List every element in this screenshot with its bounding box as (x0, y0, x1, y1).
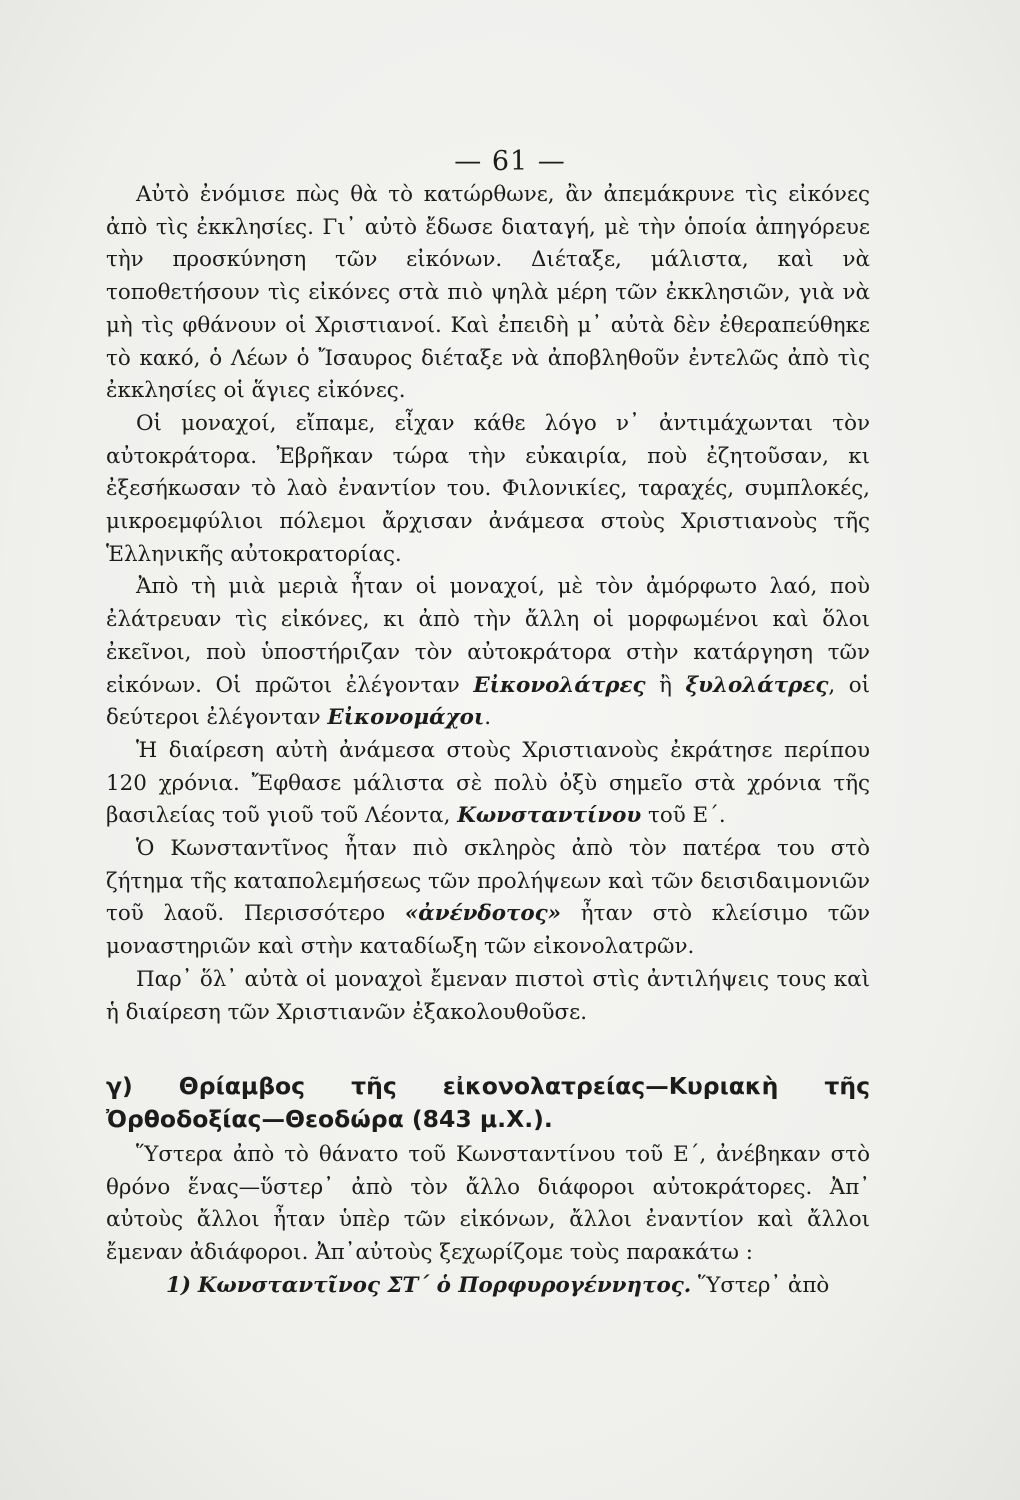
paragraph-2: Οἱ μοναχοί, εἴπαμε, εἶχαν κάθε λόγο ν᾿ ἀντιμάχωνται τὸν αὐτοκράτορα. Ἐβρῆκαν τώρα τὴν εὐκαιρία, ποὺ ἐζητοῦσαν, κι ἐξεσήκωσαν τὸ λαὸ ἐναντίον του. Φιλονικίες, ταραχές, συμπλοκές, μικροεμφύλιοι πόλεμοι ἄρχισαν ἀνάμεσα στοὺς Χριστιανοὺς τῆς Ἑλληνικῆς αὐτοκρατορίας. (106, 410, 870, 567)
paragraph-3-conj: ἢ (645, 672, 686, 698)
paragraph-3-text: Ἀπὸ τὴ μιὰ μεριὰ ἦταν οἱ μοναχοί, μὲ τὸν ἀμόρφωτο λαό, ποὺ ἐλάτρευαν τὶς εἰκόνες, κι ἀπὸ τὴν ἄλλη οἱ μορφωμένοι καὶ ὅλοι ἐκεῖνοι, ποὺ ὑποστήριζαν τὸν αὐτοκράτορα στὴν κατάργηση τῶν εἰκόνων. Οἱ πρῶτοι ἐλέγονταν (106, 574, 870, 698)
term-konstantinou: Κωνσταντίνου (457, 803, 642, 829)
section-paragraph-1: Ὕστερα ἀπὸ τὸ θάνατο τοῦ Κωνσταντίνου τοῦ Ε΄, ἀνέβηκαν στὸ θρόνο ἕνας—ὕστερ᾿ ἀπὸ τὸν ἄλλο διάφοροι αὐτοκράτορες. Ἀπ᾿ αὐτοὺς ἄλλοι ἦταν ὑπὲρ τῶν εἰκόνων, ἄλλοι ἐναντίον καὶ ἄλλοι ἔμεναν ἀδιάφοροι. Ἀπ᾿αὐτοὺς ξεχωρίζομε τοὺς παρακάτω : (106, 1142, 870, 1266)
term-eikonolatres: Εἰκονολάτρες (473, 672, 646, 698)
page-number: — 61 — (454, 146, 566, 177)
term-xylolatres: ξυλολάτρες (685, 672, 829, 698)
main-text (106, 179, 870, 1029)
section-heading (106, 1070, 870, 1136)
term-eikonomachoi: Εἰκονομάχοι (327, 705, 485, 731)
section-letter: γ) (106, 1072, 133, 1100)
paragraph-5-text: Ὁ Κωνσταντῖνος ἦταν πιὸ σκληρὸς ἀπὸ τὸν πατέρα του στὸ ζήτημα τῆς καταπολεμήσεως τῶν προλήψεων καὶ τῶν δεισιδαιμονιῶν τοῦ λαοῦ. Περισσότερο (106, 836, 870, 927)
paragraph-3-end: . (484, 705, 492, 731)
paragraph-6: Παρ᾿ ὅλ᾿ αὐτὰ οἱ μοναχοὶ ἔμεναν πιστοὶ στὶς ἀντιλήψεις τους καὶ ἡ διαίρεση τῶν Χριστιανῶν ἐξακολουθοῦσε. (106, 966, 870, 1025)
list-item-1 (106, 1270, 870, 1303)
paragraph-4-end: τοῦ Ε΄. (641, 803, 726, 829)
paragraph-5-end: ἦταν στὸ κλείσιμο τῶν μοναστηριῶν καὶ στὴν καταδίωξη τῶν εἰκονολατρῶν. (106, 901, 870, 960)
paragraph-4 (106, 735, 870, 833)
list-item-name: Κωνσταντῖνος ΣΤ΄ ὁ Πορφυρογέννητος. (197, 1272, 692, 1298)
list-item-text: Ὕστερ᾿ ἀπὸ (691, 1272, 830, 1298)
paragraph-1: Αὐτὸ ἐνόμισε πὼς θὰ τὸ κατώρθωνε, ἂν ἀπεμάκρυνε τὶς εἰκόνες ἀπὸ τὶς ἐκκλησίες. Γι᾿ αὐτὸ ἔδωσε διαταγή, μὲ τὴν ὁποία ἀπηγόρευε τὴν προσκύνηση τῶν εἰκόνων. Διέταξε, μάλιστα, καὶ νὰ τοποθετήσουν τὶς εἰκόνες στὰ πιὸ ψηλὰ μέρη τῶν ἐκκλησιῶν, γιὰ νὰ μὴ τὶς φθάνουν οἱ Χριστιανοί. Καὶ ἐπειδὴ μ᾿ αὐτὰ δὲν ἐθεραπεύθηκε τὸ κακό, ὁ Λέων ὁ Ἴσαυρος διέταξε νὰ ἀποβληθοῦν ἐντελῶς ἀπὸ τὶς ἐκκλησίες οἱ ἅγιες εἰκόνες. (106, 182, 870, 404)
paragraph-3-mid: , οἱ δεύτεροι ἐλέγονταν (106, 672, 870, 731)
list-item-number: 1) (166, 1272, 192, 1298)
paragraph-3 (106, 571, 870, 735)
paragraph-4-text: Ἡ διαίρεση αὐτὴ ἀνάμεσα στοὺς Χριστιανοὺς ἐκράτησε περίπου 120 χρόνια. Ἔφθασε μάλιστα σὲ πολὺ ὀξὺ σημεῖο στὰ χρόνια τῆς βασιλείας τοῦ γιοῦ τοῦ Λέοντα, (106, 737, 870, 829)
section-text (106, 1139, 870, 1303)
section-title: Θρίαμβος τῆς εἰκονολατρείας—Κυριακὴ τῆς Ὀρθοδοξίας—Θεοδώρα (843 μ.Χ.). (106, 1072, 871, 1133)
term-anendotos: «ἀνένδοτος» (404, 901, 562, 927)
paragraph-5 (106, 833, 870, 964)
